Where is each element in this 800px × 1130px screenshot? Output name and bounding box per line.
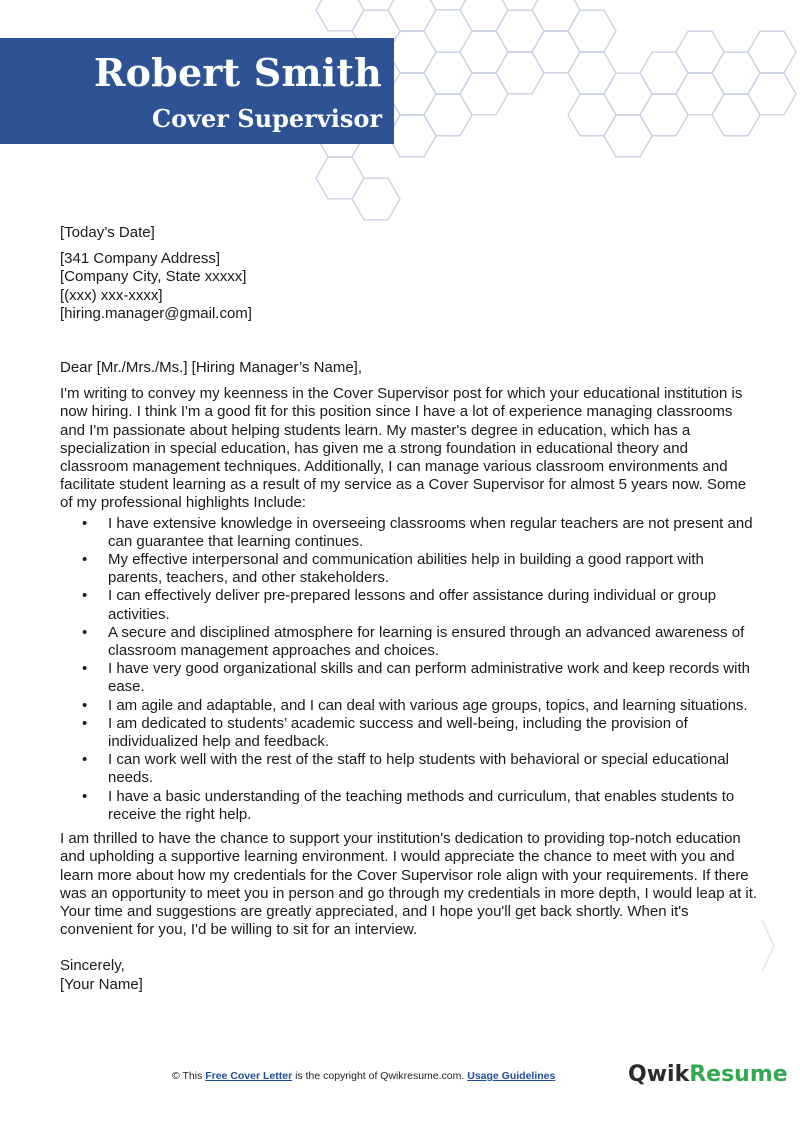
usage-guidelines-link[interactable]: Usage Guidelines [467,1070,556,1082]
list-item [60,697,760,715]
hexagon-shape [748,73,796,115]
hexagon-shape [424,52,472,94]
job-title: Cover Supervisor [151,104,382,133]
list-item [60,715,760,751]
hexagon-shape [496,52,544,94]
list-item [60,515,760,551]
highlight-text: A secure and disciplined atmosphere for learning is ensured through an advanced awareness of classroom management approaches and choices. [108,623,745,660]
hexagon-shape [316,0,364,31]
hexagon-shape [460,31,508,73]
list-item [60,788,760,824]
highlight-text: I am agile and adaptable, and I can deal with various age groups, topics, and learning situations. [108,696,748,714]
address-line: [341 Company Address] [60,250,221,268]
hexagon-shape [604,115,652,157]
highlight-text: I am dedicated to students’ academic success and well-being, including the provision of individualized help and feedback. [108,714,688,751]
hexagon-shape [640,94,688,136]
letter-date: [Today’s Date] [60,224,155,241]
highlight-text: I have very good organizational skills and can perform administrative work and keep records with ease. [108,660,750,696]
bullet-icon: • [82,696,88,714]
copyright-footer [172,1070,555,1082]
intro-paragraph: I'm writing to convey my keenness in the Cover Supervisor post for which your educational institution is now hiring. I think I'm a good fit for this position since I have a lot of experience managing classrooms and I'm passionate about helping students learn. My master's degree in education, which has a specialization in special education, has given me a strong foundation in educational theory and classroom management techniques. Additionally, I can manage various classroom environments and facilitate student learning as a result of my service as a Cover Supervisor for almost 5 years now. Some of my professional highlights Include: [60,385,747,512]
hexagon-shape [496,10,544,52]
logo-part-qwik: Qwik [628,1062,690,1087]
hexagon-shape [388,0,436,31]
address-line: [Company City, State xxxxx] [60,268,247,286]
highlight-text: I have extensive knowledge in overseeing classrooms when regular teachers are not present and can guarantee that learning continues. [108,514,753,550]
hexagon-shape [388,73,436,115]
highlight-text: I have a basic understanding of the teaching methods and curriculum, that enables students to receive the right help. [108,787,735,823]
hexagon-shape [748,31,796,73]
hexagon-shape [712,94,760,136]
sign-off: Sincerely, [60,957,125,975]
salutation: Dear [Mr./Mrs./Ms.] [Hiring Manager’s Name], [60,359,363,377]
signature: [Your Name] [60,975,143,993]
hexagon-shape [676,31,724,73]
highlight-text: I can effectively deliver pre-prepared lessons and offer assistance during individual or group activities. [108,587,717,623]
hexagon-shape [568,10,616,52]
hexagon-shape [460,73,508,115]
hexagon-shape [352,178,400,220]
bullet-icon: • [82,714,88,732]
hexagon-shape [712,52,760,94]
recipient-address [60,250,760,323]
highlights-list [60,515,760,824]
list-item [60,551,760,587]
bullet-icon: • [82,787,88,805]
hexagon-shape [568,52,616,94]
header-band [0,38,394,144]
candidate-name: Robert Smith [93,50,382,95]
bullet-icon: • [82,551,88,569]
footer-middle: is the copyright of Qwikresume.com. [292,1070,468,1082]
hexagon-shape [676,73,724,115]
hexagon-shape [388,115,436,157]
bullet-icon: • [82,587,88,605]
list-item [60,660,760,696]
hexagon-shape [532,31,580,73]
closing-paragraph: I am thrilled to have the chance to support your institution's dedication to providing top-notch education and upholding a supportive learning environment. I would appreciate the chance to meet with you and learn more about how my credentials for the Cover Supervisor role align with your requirements. If there was an opportunity to meet you in person and go through my credentials in more depth, I would leap at it. Your time and suggestions are greatly appreciated, and I hope you'll get back shortly. When it's convenient for you, I'd be willing to sit for an interview. [60,830,758,939]
highlight-text: I can work well with the rest of the staff to help students with behavioral or special educational needs. [108,751,729,787]
logo-part-resume: Resume [689,1062,788,1087]
letter-body [60,224,760,994]
hexagon-shape [640,52,688,94]
hexagon-shape [388,31,436,73]
address-line: [(xxx) xxx-xxxx] [60,286,163,304]
bullet-icon: • [82,751,88,769]
bullet-icon: • [82,514,88,532]
list-item [60,587,760,623]
list-item [60,751,760,787]
highlight-text: My effective interpersonal and communication abilities help in building a good rapport with parents, teachers, and other stakeholders. [108,551,704,587]
qwikresume-logo[interactable] [628,1062,788,1087]
bullet-icon: • [82,660,88,678]
list-item [60,624,760,660]
address-line: [hiring.manager@gmail.com] [60,304,252,322]
hexagon-shape [424,94,472,136]
footer-prefix: © This [172,1070,206,1082]
hexagon-shape [604,73,652,115]
bullet-icon: • [82,623,88,641]
hexagon-shape [316,157,364,199]
free-cover-letter-link[interactable]: Free Cover Letter [205,1070,293,1082]
hexagon-shape [532,0,580,31]
hexagon-shape [460,0,508,31]
hexagon-shape [568,94,616,136]
